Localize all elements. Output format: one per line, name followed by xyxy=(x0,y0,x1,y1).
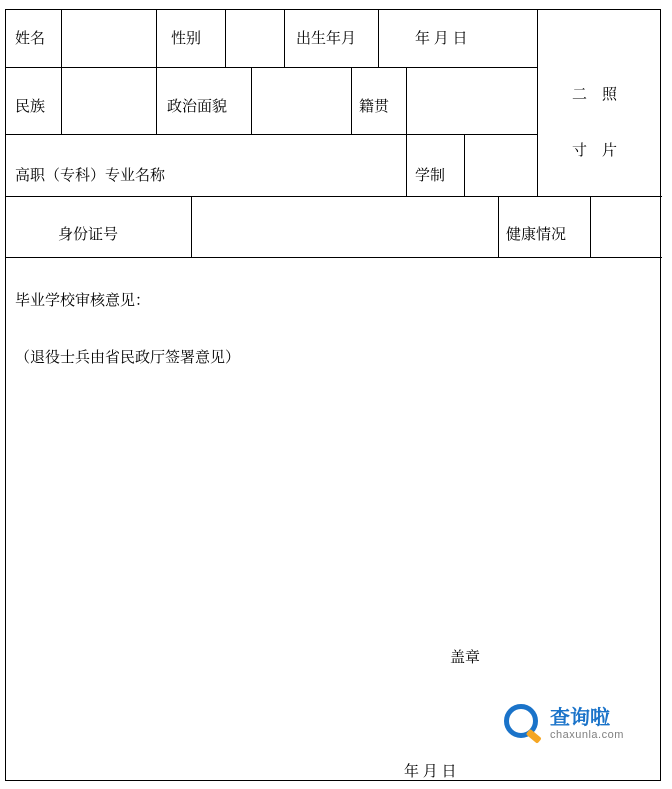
watermark-brand-cn: 查询啦 xyxy=(550,706,610,729)
search-icon-handle xyxy=(526,729,542,744)
row2-sep-3 xyxy=(251,67,252,134)
row3-sep-1 xyxy=(406,134,407,196)
watermark-texts xyxy=(550,707,624,742)
photo-placeholder-line2: 寸 片 xyxy=(572,143,618,159)
birth-date-value: 年 月 日 xyxy=(415,31,468,47)
row1-sep-5 xyxy=(378,10,379,67)
political-status-label: 政治面貌 xyxy=(167,99,228,115)
seal-label: 盖章 xyxy=(450,650,481,666)
ethnicity-label: 民族 xyxy=(15,99,46,115)
row2-sep-2 xyxy=(156,67,157,134)
row1-sep-4 xyxy=(284,10,285,67)
row2-sep-5 xyxy=(406,67,407,134)
row3-bottom-line xyxy=(6,196,662,197)
major-name-label: 高职（专科）专业名称 xyxy=(15,168,166,184)
schooling-length-label: 学制 xyxy=(415,168,446,184)
photo-placeholder-line1: 二 照 xyxy=(572,87,618,103)
birth-date-label: 出生年月 xyxy=(296,31,357,47)
search-icon xyxy=(504,704,544,744)
row1-sep-2 xyxy=(156,10,157,67)
health-status-label: 健康情况 xyxy=(506,227,567,243)
school-review-opinion-title: 毕业学校审核意见： xyxy=(15,293,151,309)
row4-sep-3 xyxy=(590,196,591,257)
signature-date-label: 年 月 日 xyxy=(404,764,457,780)
watermark xyxy=(504,704,624,744)
native-place-label: 籍贯 xyxy=(359,99,390,115)
name-label: 姓名 xyxy=(15,31,46,47)
row4-sep-2 xyxy=(498,196,499,257)
school-review-opinion-note: （退役士兵由省民政厅签署意见） xyxy=(15,350,241,366)
gender-label: 性别 xyxy=(171,31,202,47)
photo-box-left-line xyxy=(537,10,538,196)
row4-sep-1 xyxy=(191,196,192,257)
registration-form-table xyxy=(5,9,661,781)
row3-sep-2 xyxy=(464,134,465,196)
row1-sep-3 xyxy=(225,10,226,67)
id-number-label: 身份证号 xyxy=(58,227,119,243)
row1-sep-1 xyxy=(61,10,62,67)
watermark-brand-en: chaxunla.com xyxy=(550,728,624,741)
row2-bottom-line xyxy=(6,134,537,135)
row2-sep-4 xyxy=(351,67,352,134)
row4-bottom-line xyxy=(6,257,662,258)
row1-bottom-line xyxy=(6,67,537,68)
row2-sep-1 xyxy=(61,67,62,134)
